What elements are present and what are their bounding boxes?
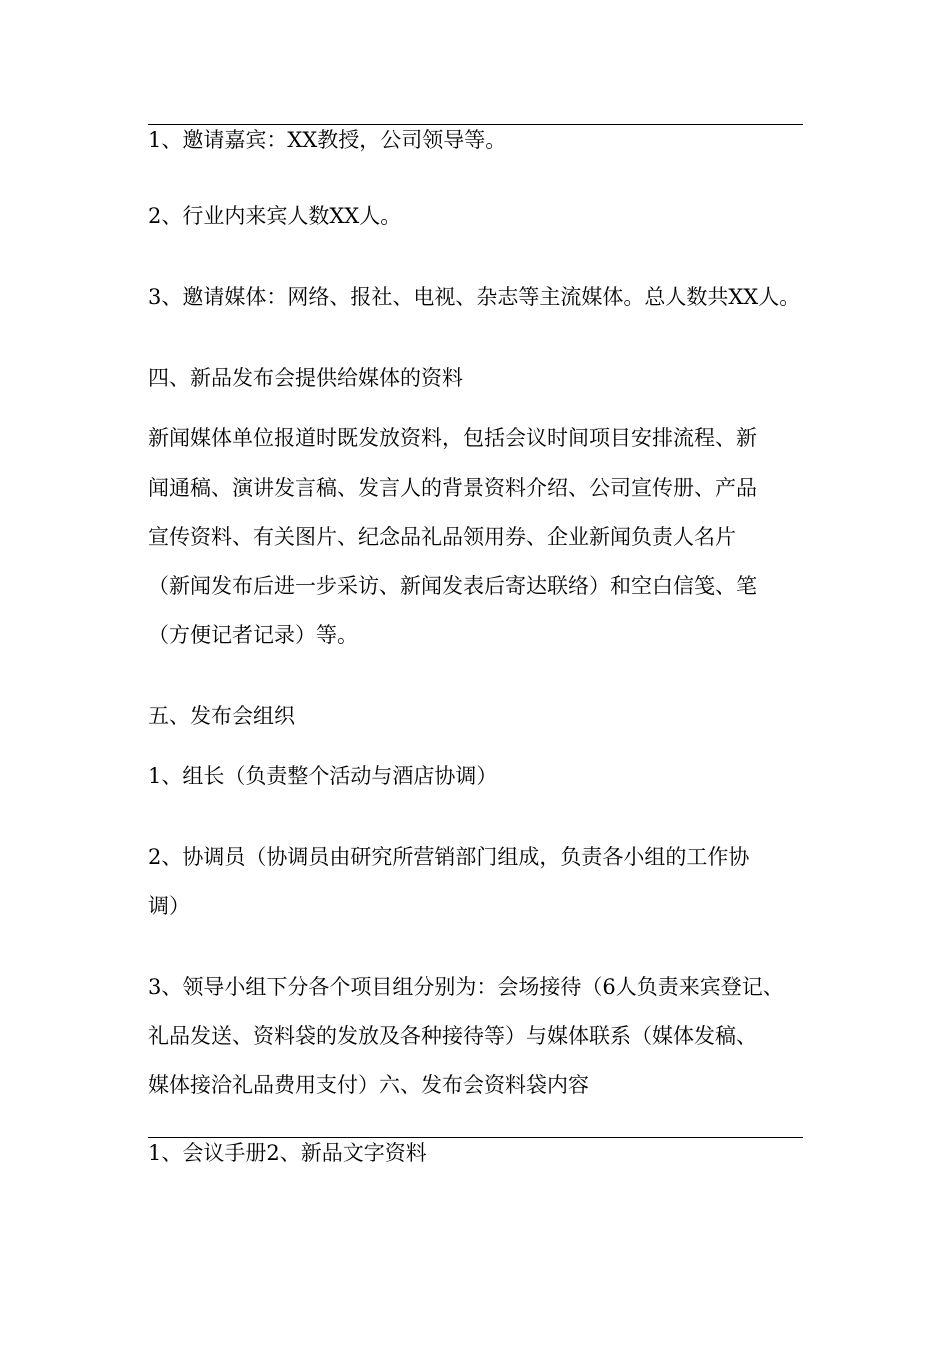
- section-4-paragraph-line: 宣传资料、有关图片、纪念品礼品领用券、企业新闻负责人名片: [148, 525, 736, 549]
- section-4-paragraph-line: 新闻媒体单位报道时既发放资料，包括会议时间项目安排流程、新: [148, 426, 757, 450]
- section-6-items: 1、会议手册2、新品文字资料: [148, 1141, 427, 1165]
- section-5-item-2-line: 2、协调员（协调员由研究所营销部门组成，负责各小组的工作协: [148, 845, 750, 869]
- section-5-item-1: 1、组长（负责整个活动与酒店协调）: [148, 764, 498, 788]
- section-4-paragraph-line: （方便记者记录）等。: [148, 623, 358, 647]
- section-5-item-3-line: 3、领导小组下分各个项目组分别为：会场接待（6人负责来宾登记、: [148, 975, 784, 999]
- section-5-item-3-line: 礼品发送、资料袋的发放及各种接待等）与媒体联系（媒体发稿、: [148, 1024, 757, 1048]
- top-rule: [148, 124, 803, 125]
- invite-item-2: 2、行业内来宾人数XX人。: [148, 204, 402, 228]
- invite-item-1: 1、邀请嘉宾：XX教授，公司领导等。: [148, 128, 507, 152]
- section-5-item-3-line: 媒体接洽礼品费用支付）六、发布会资料袋内容: [148, 1073, 589, 1097]
- bottom-rule: [148, 1137, 803, 1138]
- invite-item-3: 3、邀请媒体：网络、报社、电视、杂志等主流媒体。总人数共XX人。: [148, 285, 801, 309]
- section-5-heading: 五、发布会组织: [148, 704, 295, 728]
- section-4-paragraph-line: （新闻发布后进一步采访、新闻发表后寄达联络）和空白信笺、笔: [148, 574, 757, 598]
- section-4-paragraph-line: 闻通稿、演讲发言稿、发言人的背景资料介绍、公司宣传册、产品: [148, 476, 757, 500]
- section-5-item-2-line: 调）: [148, 894, 190, 918]
- section-4-heading: 四、新品发布会提供给媒体的资料: [148, 366, 463, 390]
